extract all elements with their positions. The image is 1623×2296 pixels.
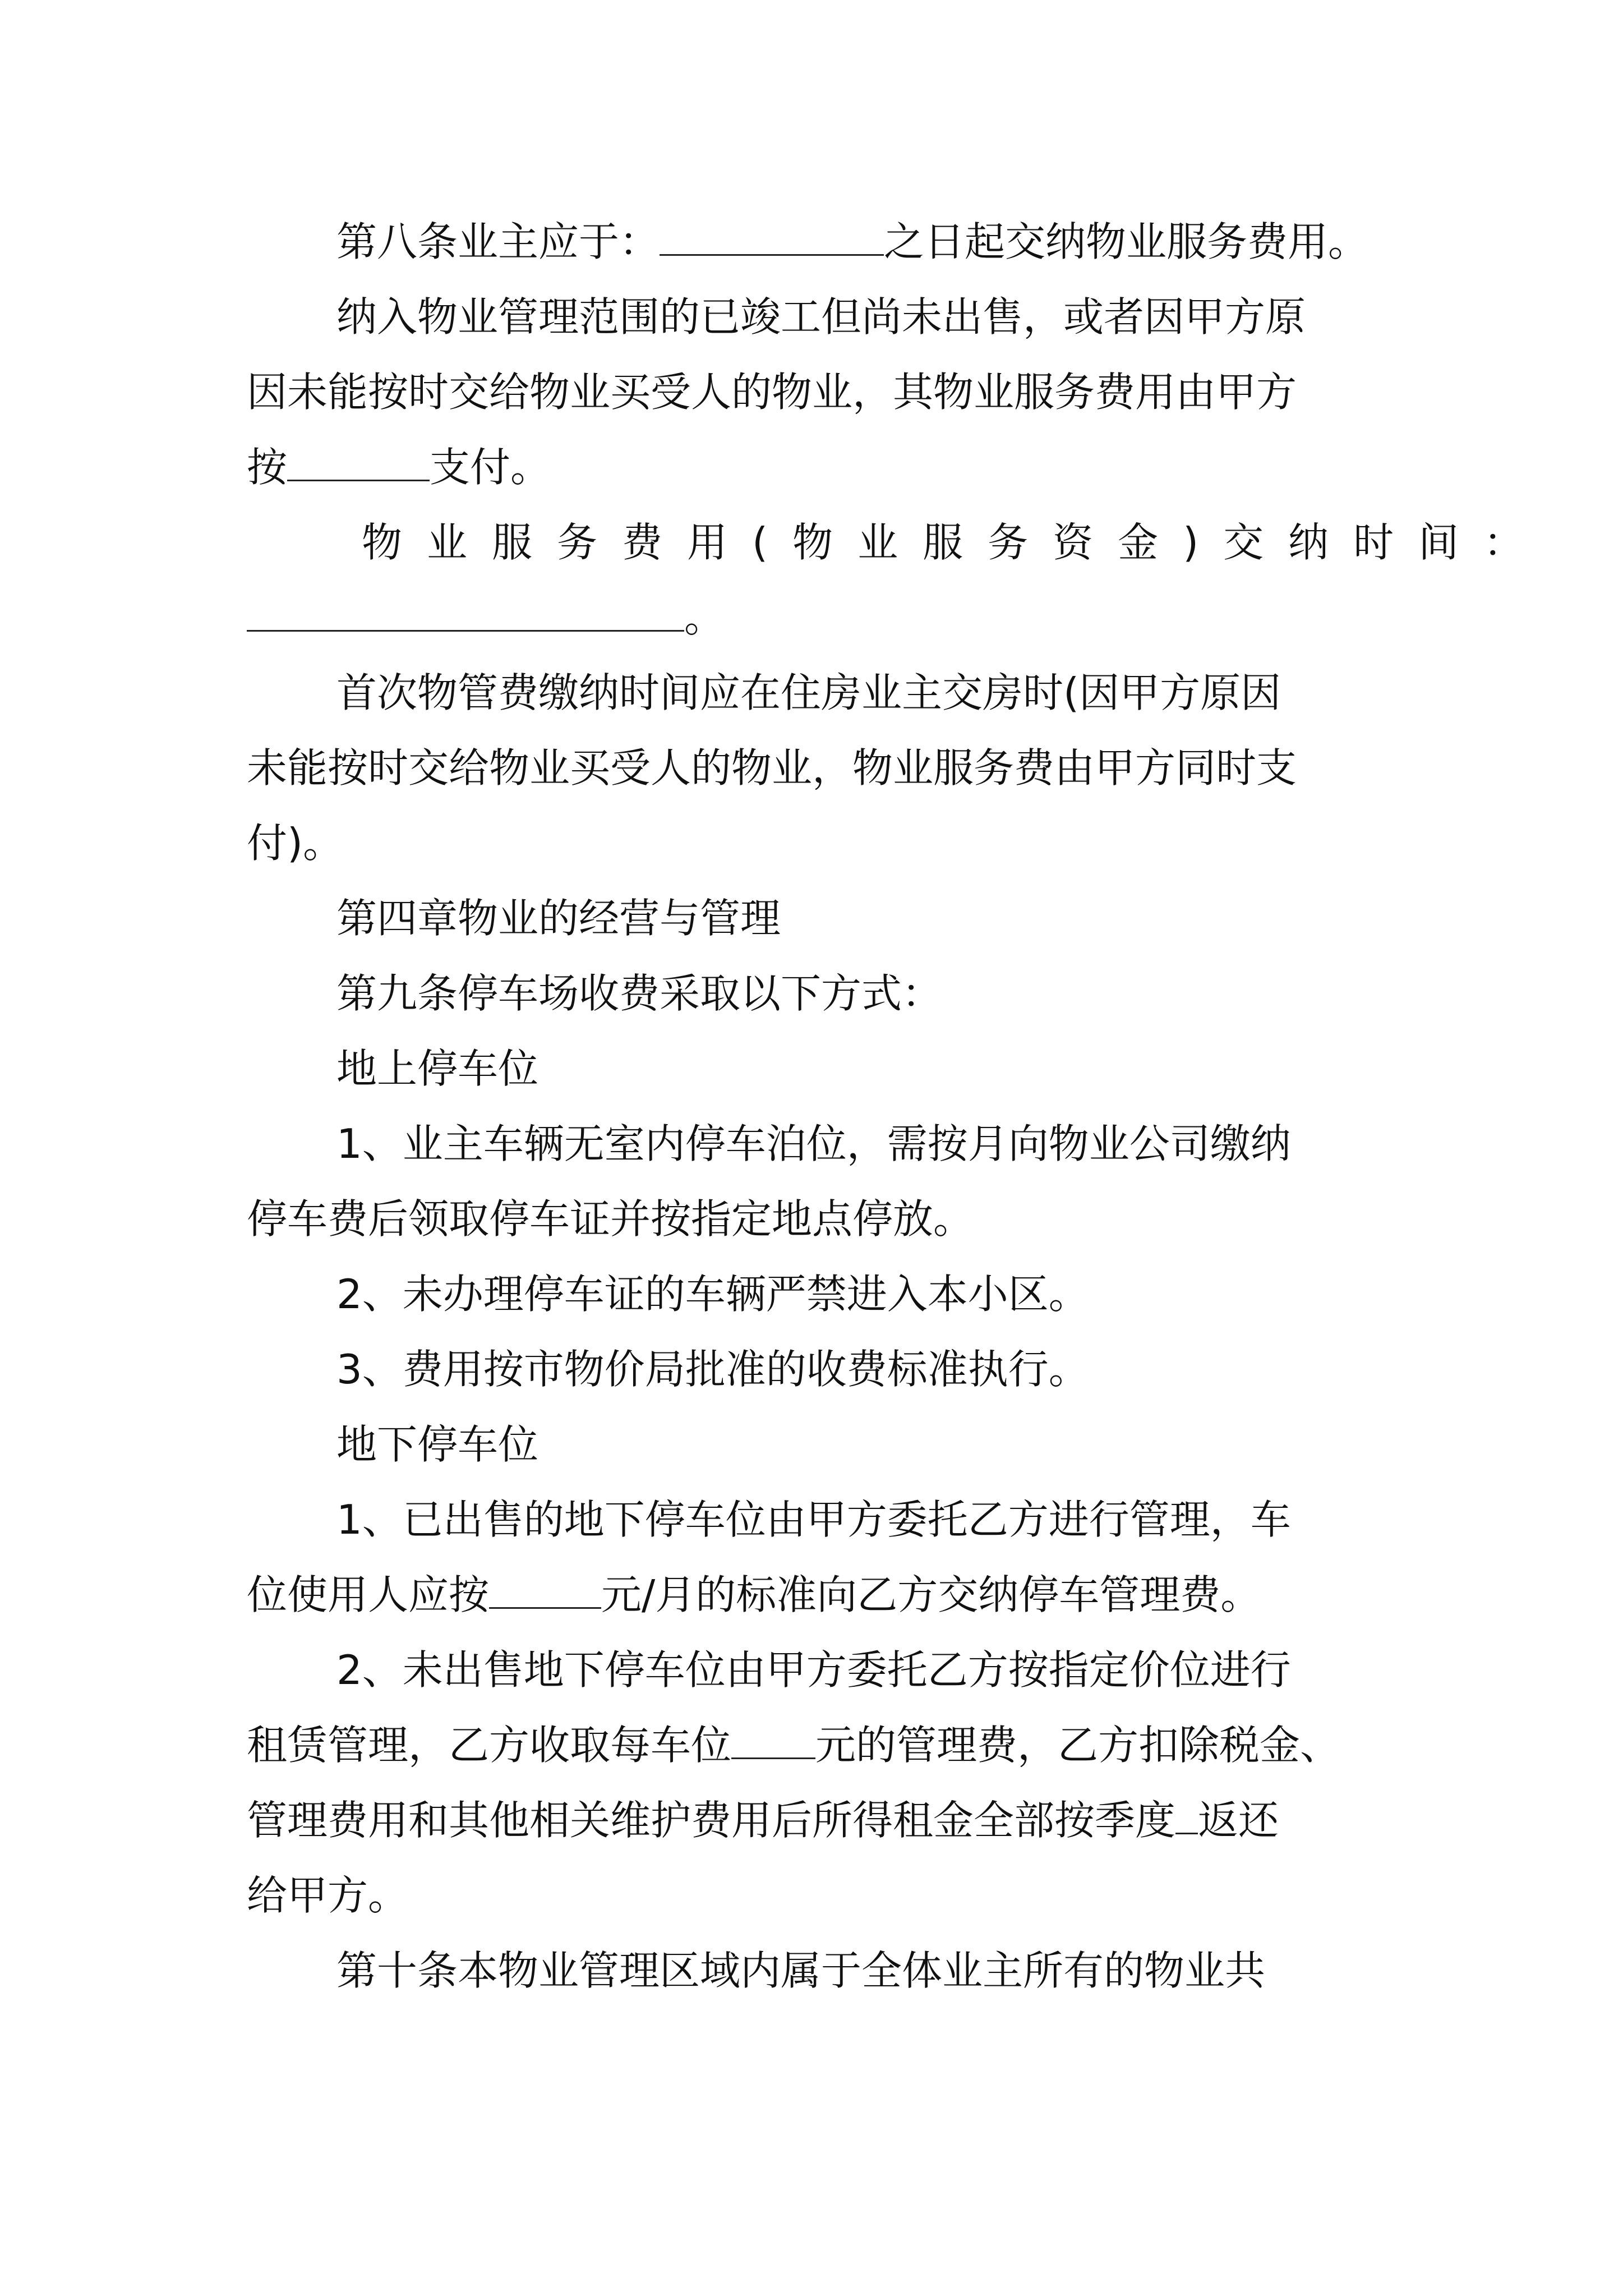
list-item: 2、未办理停车证的车辆严禁进入本小区。 — [336, 1271, 1089, 1318]
text-end: 元/月的标准向乙方交纳停车管理费。 — [601, 1571, 1261, 1618]
section-heading: 地下停车位 — [336, 1421, 539, 1468]
section-heading: 地上停车位 — [336, 1045, 539, 1092]
paragraph-line: 未能按时交给物业买受人的物业，物业服务费由甲方同时支 — [247, 744, 1297, 792]
blank-field — [731, 1717, 815, 1759]
blank-field — [489, 1567, 601, 1609]
list-item: 3、费用按市物价局批准的收费标准执行。 — [336, 1346, 1089, 1393]
text-start: 位使用人应按 — [247, 1571, 490, 1618]
clause-8-text-start: 第八条业主应于： — [336, 218, 660, 265]
text-start: 管理费用和其他相关维护费用后所得租金全部按季度 — [247, 1797, 1176, 1844]
paragraph-line: 纳入物业管理范围的已竣工但尚未出售，或者因甲方原 — [336, 293, 1306, 341]
paragraph-line: 付)。 — [247, 820, 344, 867]
text-start: 按 — [247, 444, 288, 491]
paragraph-line: 因未能按时交给物业买受人的物业，其物业服务费用由甲方 — [247, 369, 1297, 416]
paragraph-line — [247, 1567, 1261, 1623]
paragraph-line — [247, 1717, 1340, 1773]
paragraph-line — [247, 590, 725, 646]
paragraph-line — [247, 439, 551, 495]
clause-8-text-end: 之日起交纳物业服务费用。 — [884, 218, 1369, 265]
clause-9-heading: 第九条停车场收费采取以下方式： — [336, 970, 943, 1017]
paragraph-line: 首次物管费缴纳时间应在住房业主交房时(因甲方原因 — [336, 669, 1281, 716]
paragraph-line — [247, 1792, 1279, 1848]
blank-field — [1175, 1792, 1198, 1834]
chapter-4-heading: 第四章物业的经营与管理 — [336, 895, 781, 942]
list-item: 1、已出售的地下停车位由甲方委托乙方进行管理，车 — [336, 1496, 1291, 1543]
text-end: 支付。 — [430, 444, 551, 491]
blank-field — [287, 439, 430, 481]
text-end: 。 — [684, 594, 725, 641]
paragraph-line: 给甲方。 — [247, 1872, 409, 1919]
list-item: 1、业主车辆无室内停车泊位，需按月向物业公司缴纳 — [336, 1120, 1291, 1167]
text-start: 租赁管理，乙方收取每车位 — [247, 1722, 732, 1769]
clause-10-line: 第十条本物业管理区域内属于全体业主所有的物业共 — [336, 1947, 1266, 1994]
clause-8-line — [336, 214, 1368, 270]
text-end: 元的管理费，乙方扣除税金、 — [815, 1722, 1341, 1769]
paragraph-line: 停车费后领取停车证并按指定地点停放。 — [247, 1195, 974, 1243]
fee-time-heading: 物业服务费用(物业服务资金)交纳时间： — [362, 519, 1549, 566]
list-item: 2、未出售地下停车位由甲方委托乙方按指定价位进行 — [336, 1646, 1291, 1694]
text-end: 返还 — [1198, 1797, 1279, 1844]
blank-field — [660, 214, 884, 256]
blank-field — [247, 590, 684, 632]
